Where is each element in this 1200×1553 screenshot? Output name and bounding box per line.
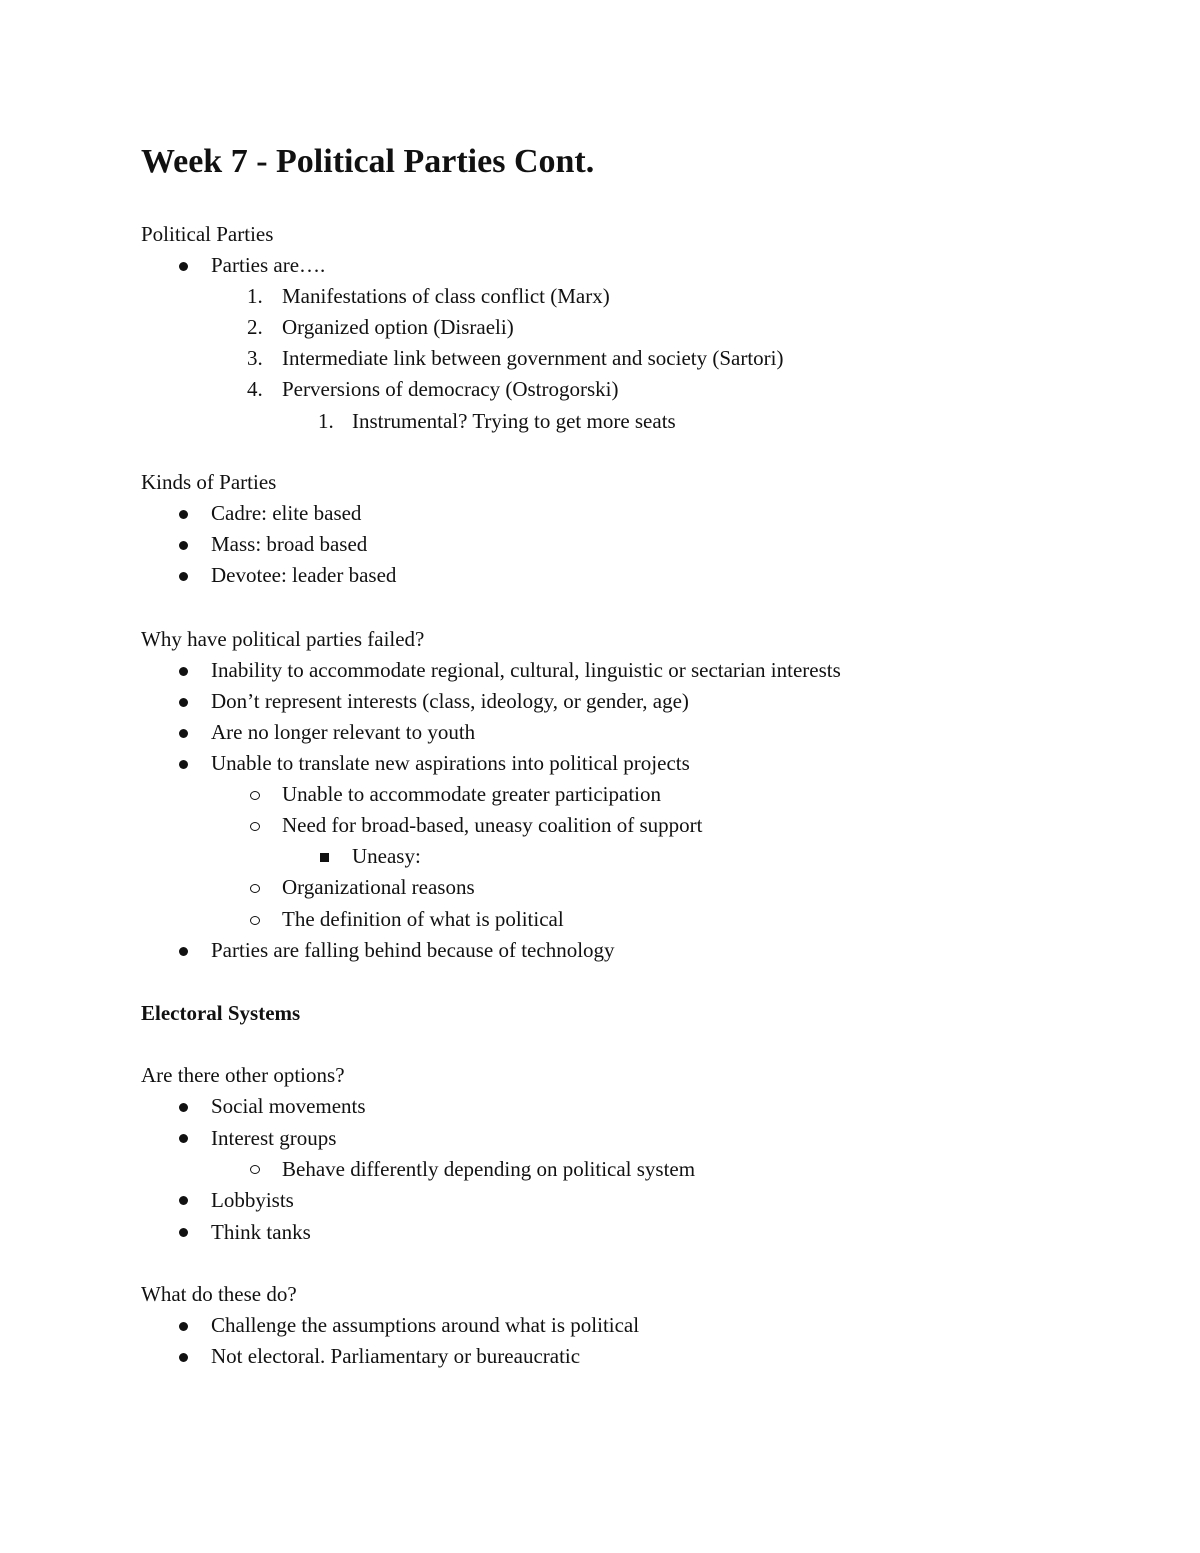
section-heading-what-do-these-do: What do these do? [141,1282,297,1306]
sub-bullet-icon [250,916,260,925]
bullet-icon [179,510,188,519]
bullet-icon [179,698,188,707]
list-item: Behave differently depending on political system [282,1157,696,1181]
list-item: Unable to accommodate greater participation [282,782,661,806]
list-item: Need for broad-based, uneasy coalition of support [282,813,703,837]
section-heading-political-parties: Political Parties [141,222,274,246]
list-item: Devotee: leader based [211,563,397,587]
list-item: The definition of what is political [282,907,564,931]
sub-bullet-icon [250,1165,260,1174]
bullet-icon [179,1353,188,1362]
list-number: 3. [247,346,263,370]
list-item: Perversions of democracy (Ostrogorski) [282,377,619,401]
list-item: Parties are falling behind because of technology [211,938,615,962]
bullet-icon [179,262,188,271]
list-item: Organizational reasons [282,875,475,899]
bullet-icon [179,1196,188,1205]
bullet-icon [179,1103,188,1112]
list-item: Don’t represent interests (class, ideology, or gender, age) [211,689,689,713]
bullet-icon [179,541,188,550]
bullet-icon [179,947,188,956]
list-item: Lobbyists [211,1188,294,1212]
list-item: Think tanks [211,1220,311,1244]
list-item: Mass: broad based [211,532,368,556]
bullet-icon [179,1228,188,1237]
section-heading-electoral-systems: Electoral Systems [141,1001,301,1025]
bullet-icon [179,760,188,769]
list-item: Challenge the assumptions around what is political [211,1313,640,1337]
bullet-icon [179,667,188,676]
list-item: Manifestations of class conflict (Marx) [282,284,610,308]
list-number: 2. [247,315,263,339]
list-item: Unable to translate new aspirations into political projects [211,751,690,775]
square-bullet-icon [320,853,329,862]
list-number: 4. [247,377,263,401]
list-item: Social movements [211,1094,366,1118]
list-item: Interest groups [211,1126,337,1150]
section-heading-kinds-of-parties: Kinds of Parties [141,470,277,494]
list-item: Cadre: elite based [211,501,362,525]
page-title: Week 7 - Political Parties Cont. [141,143,595,180]
list-number: 1. [247,284,263,308]
bullet-icon [179,1322,188,1331]
list-item: Parties are…. [211,253,326,277]
list-number: 1. [318,409,334,433]
bullet-icon [179,572,188,581]
section-heading-why-failed: Why have political parties failed? [141,627,425,651]
list-item: Inability to accommodate regional, cultural, linguistic or sectarian interests [211,658,841,682]
sub-bullet-icon [250,822,260,831]
list-item: Intermediate link between government and society (Sartori) [282,346,784,370]
list-item: Are no longer relevant to youth [211,720,476,744]
list-item: Organized option (Disraeli) [282,315,514,339]
list-item: Uneasy: [352,844,421,868]
bullet-icon [179,1134,188,1143]
sub-bullet-icon [250,791,260,800]
sub-bullet-icon [250,884,260,893]
bullet-icon [179,729,188,738]
list-item: Not electoral. Parliamentary or bureaucratic [211,1344,581,1368]
section-heading-other-options: Are there other options? [141,1063,345,1087]
list-item: Instrumental? Trying to get more seats [352,409,676,433]
